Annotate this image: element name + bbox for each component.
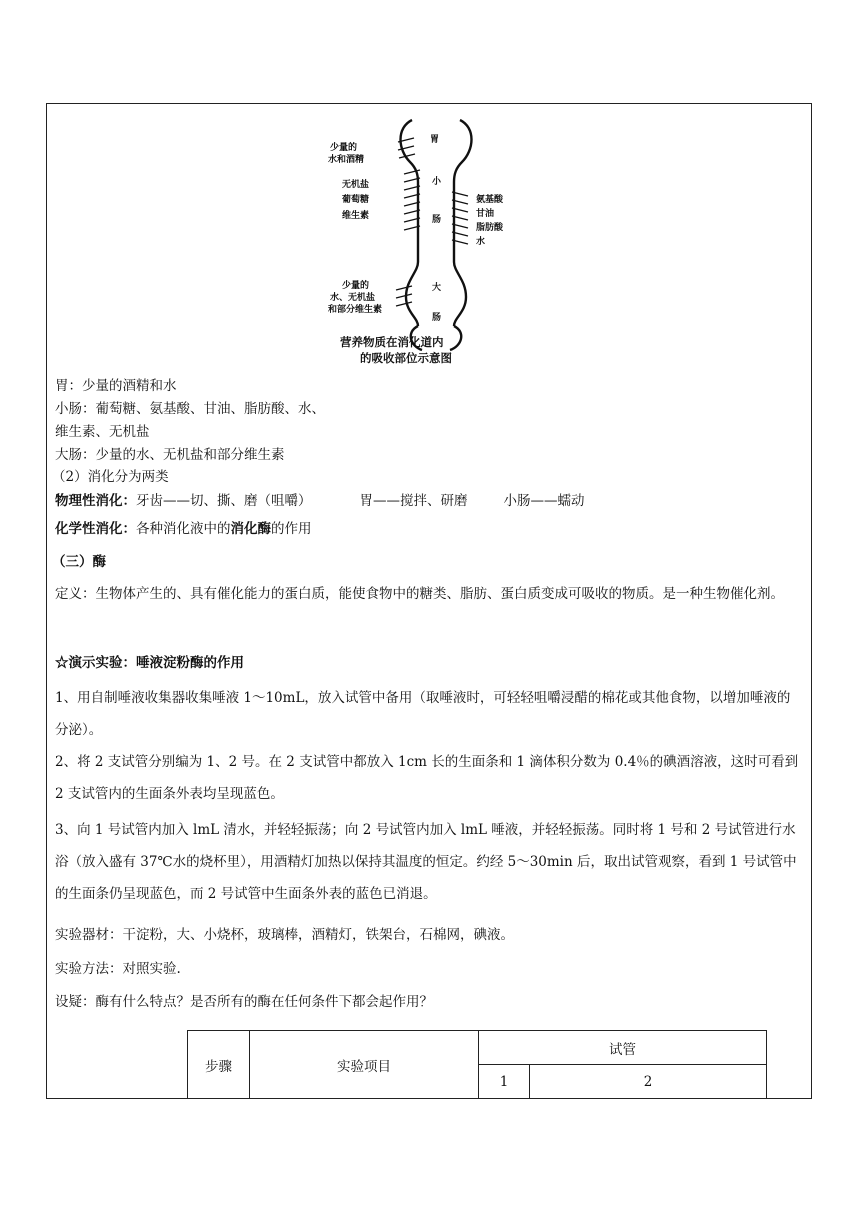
right-label-3: 脂肪酸 (476, 223, 504, 233)
header-experiment-item: 实验项目 (250, 1031, 479, 1099)
header-tube-2: 2 (530, 1065, 767, 1099)
chemical-digestion (55, 520, 312, 538)
lower-left-label-1: 少量的 (342, 281, 370, 291)
chemical-digestion-label: 化学性消化： (55, 521, 136, 537)
lower-left-label-2: 水、无机盐 (330, 293, 376, 303)
enzyme-definition: 定义：生物体产生的、具有催化能力的蛋白质，能使食物中的糖类、脂肪、蛋白质变成可吸收的物质。是一种生物催化剂。 (55, 586, 784, 602)
stomach-absorption: 胃：少量的酒精和水 (55, 378, 177, 394)
digestive-enzyme-term: 消化酶 (230, 521, 271, 537)
small-intestine-absorption-1: 小肠：葡萄糖、氨基酸、甘油、脂肪酸、水、 (55, 401, 325, 417)
demo-experiment-title: ☆演示实验：唾液淀粉酶的作用 (55, 655, 244, 671)
physical-digestion-teeth: 牙齿——切、撕、磨（咀嚼） (136, 493, 312, 509)
absorption-diagram (326, 112, 540, 366)
chemical-digestion-text: 各种消化液中的 (136, 521, 231, 537)
experiment-question: 设疑：酶有什么特点？是否所有的酶在任何条件下都会起作用？ (55, 994, 433, 1010)
experiment-method: 实验方法：对照实验. (55, 961, 181, 977)
large-intestine-absorption: 大肠：少量的水、无机盐和部分维生素 (55, 447, 285, 463)
large-intestine-char-2: 肠 (432, 313, 442, 323)
experiment-step-2: 2、将 2 支试管分别编为 1、2 号。在 2 支试管中都放入 1cm 长的生面条和 1 滴体积分数为 0.4％的碘酒溶液，这时可看到 2 支试管内的生面条外表均呈现蓝色。 (55, 754, 799, 802)
figure-caption-line1: 营养物质在消化道内 (340, 335, 444, 349)
figure-caption-line2: 的吸收部位示意图 (360, 351, 452, 365)
left-label-4: 葡萄糖 (342, 195, 370, 205)
right-label-1: 氨基酸 (476, 195, 504, 205)
physical-digestion-small-intestine: 小肠——蠕动 (503, 493, 585, 509)
chemical-digestion-suffix: 的作用 (271, 521, 312, 537)
lower-left-label-3: 和部分维生素 (328, 305, 383, 315)
experiment-materials: 实验器材：干淀粉，大、小烧杯，玻璃棒，酒精灯，铁架台，石棉网，碘液。 (55, 927, 514, 943)
stomach-label: 胃 (430, 135, 440, 145)
left-label-3: 无机盐 (342, 180, 370, 190)
large-intestine-char-1: 大 (432, 283, 442, 293)
physical-digestion-stomach: 胃——搅拌、研磨 (359, 493, 468, 509)
experiment-table (187, 1030, 767, 1099)
physical-digestion-label: 物理性消化： (55, 493, 136, 509)
right-label-2: 甘油 (476, 209, 495, 219)
enzyme-heading: （三）酶 (52, 554, 106, 570)
experiment-step-3: 3、向 1 号试管内加入 lmL 清水，并轻轻振荡；向 2 号试管内加入 lmL 唾液，并轻轻振荡。同时将 1 号和 2 号试管进行水浴（放入盛有 37℃水的烧杯里），用酒精灯加热以保持其温度的恒定。约经 5～30min 后，取出试管观察，看到 1 号试管中的生面条仍呈现蓝色，而 2 号试管中生面条外表的蓝色已消退。 (55, 822, 797, 902)
left-label-1: 少量的 (330, 143, 358, 153)
left-label-5: 维生素 (342, 211, 370, 221)
left-label-2: 水和酒精 (328, 155, 365, 165)
small-intestine-char-1: 小 (432, 177, 442, 187)
small-intestine-char-2: 肠 (432, 215, 442, 225)
header-test-tube: 试管 (479, 1031, 767, 1065)
experiment-step-1: 1、用自制唾液收集器收集唾液 1～10mL，放入试管中备用（取唾液时，可轻轻咀嚼浸醋的棉花或其他食物，以增加唾液的分泌）。 (55, 690, 791, 738)
small-intestine-absorption-2: 维生素、无机盐 (55, 424, 150, 440)
header-tube-1: 1 (479, 1065, 530, 1099)
physical-digestion (55, 492, 585, 510)
digestion-heading: （2）消化分为两类 (52, 469, 169, 485)
header-step: 步骤 (188, 1031, 250, 1099)
right-label-4: 水 (476, 237, 486, 247)
